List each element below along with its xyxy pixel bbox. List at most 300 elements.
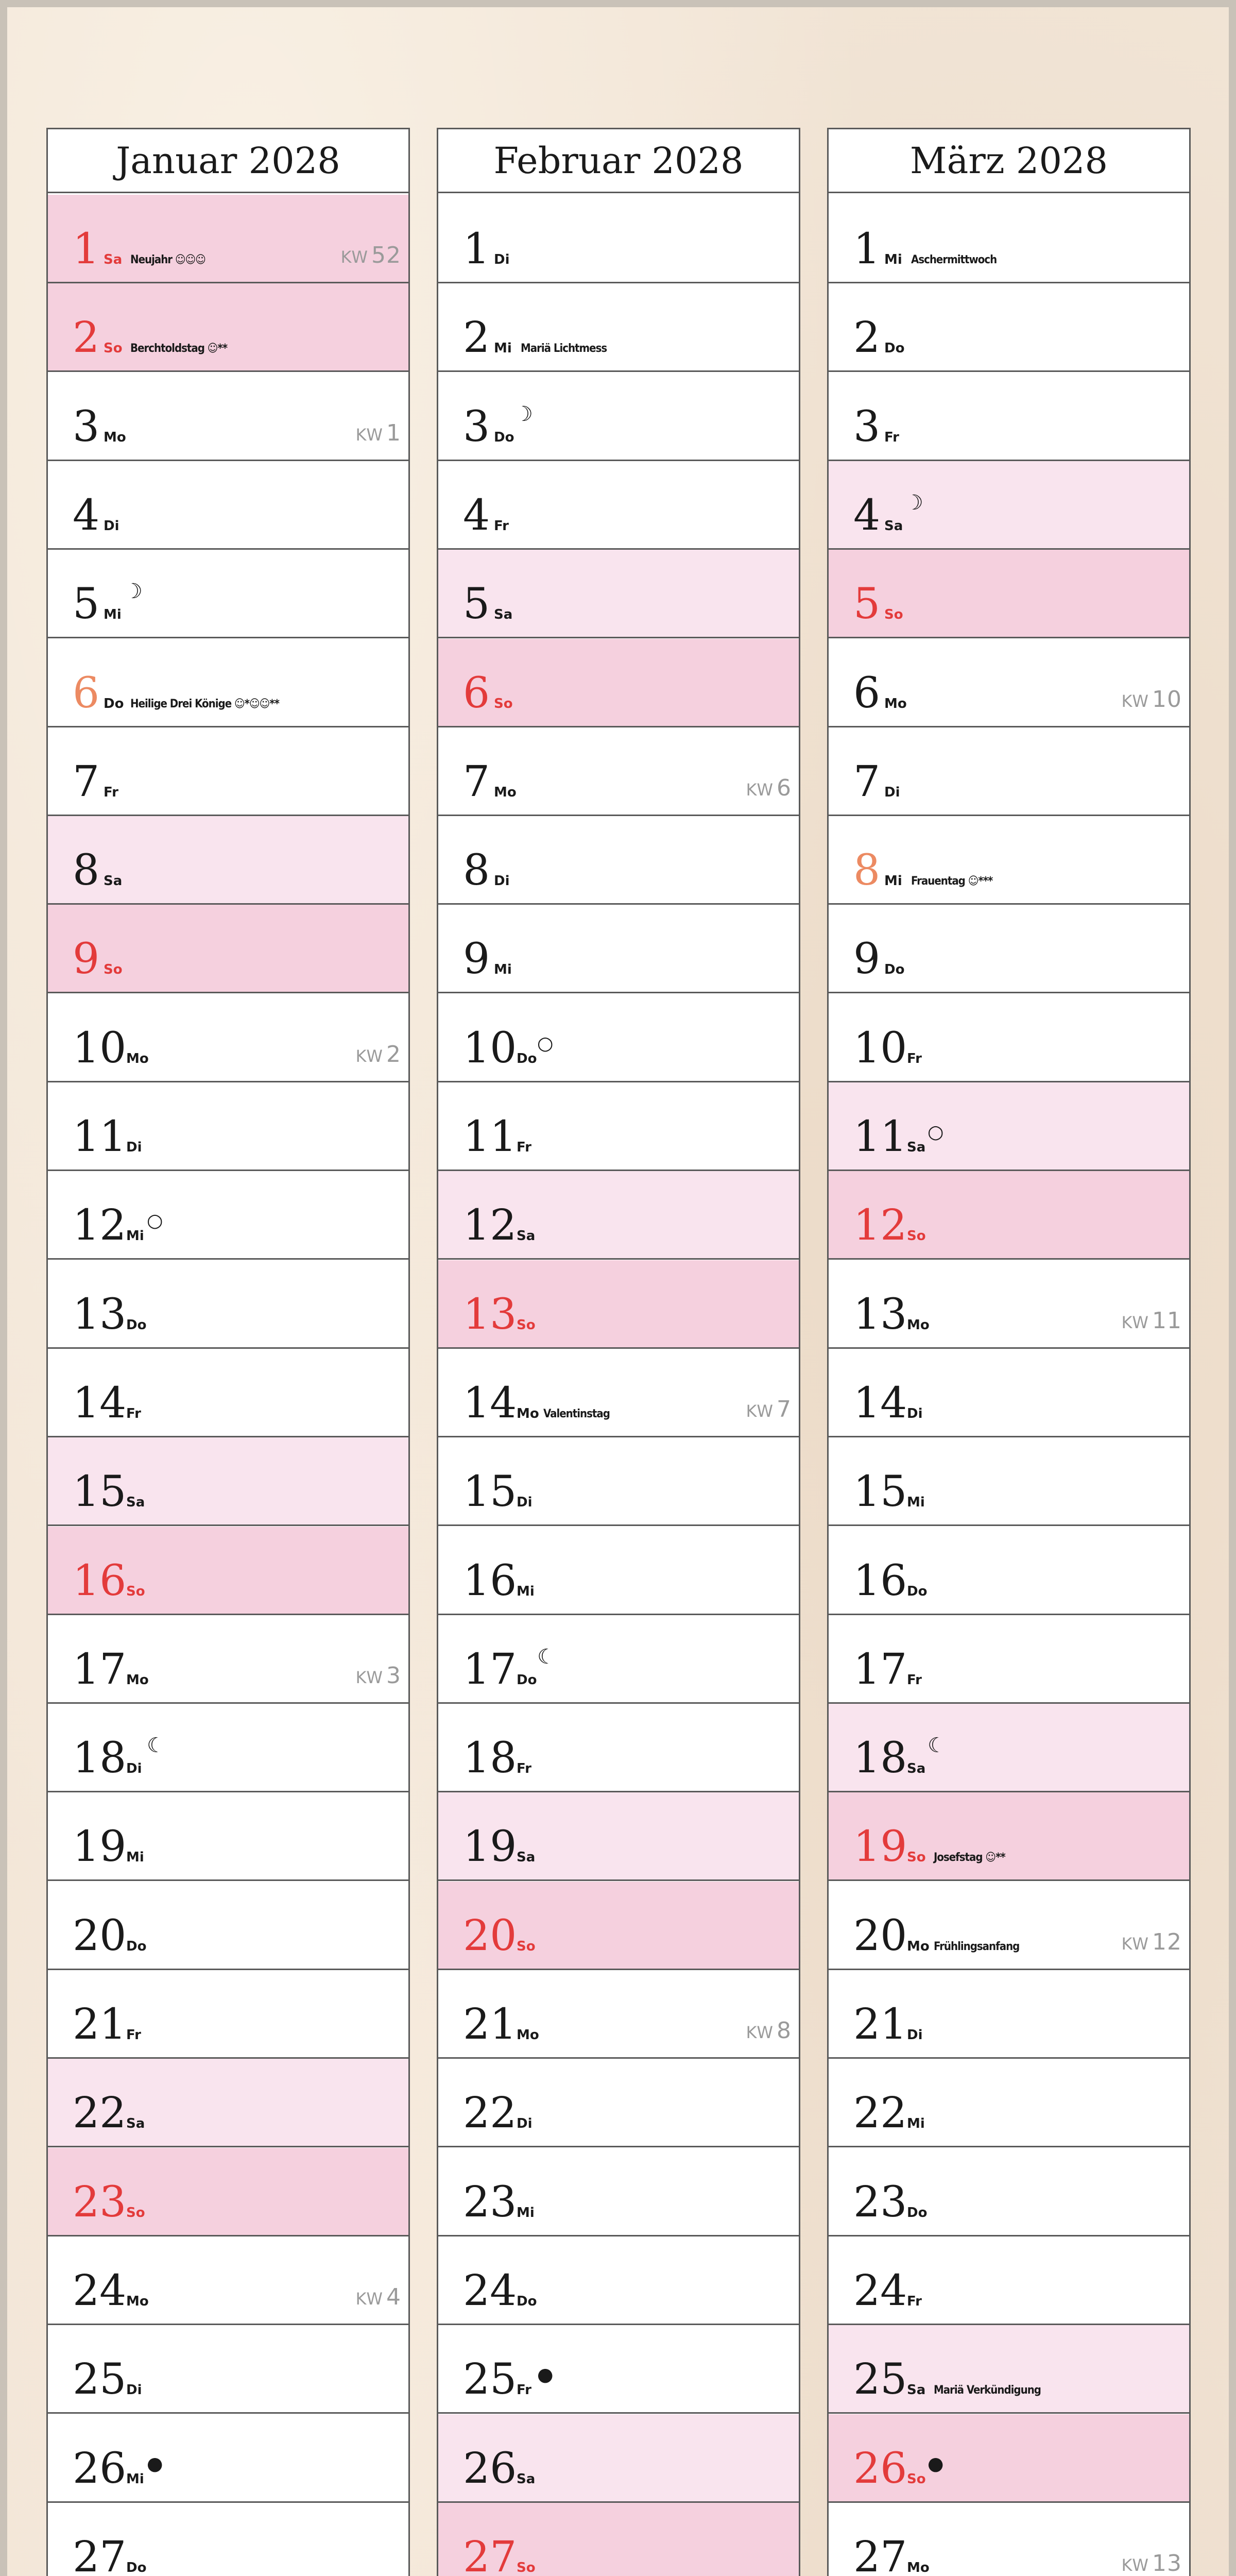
day-row — [48, 1349, 408, 1437]
day-number: 27 — [853, 2532, 907, 2576]
moon-phase-icon: ○ — [537, 1032, 554, 1054]
weekday-label: Do — [494, 429, 514, 445]
day-number: 1 — [853, 225, 881, 274]
moon-phase-icon: ○ — [928, 1122, 944, 1143]
day-row — [829, 283, 1189, 372]
weekday-label: Do — [907, 1583, 928, 1599]
weekday-label: Mo — [907, 1938, 930, 1954]
day-number: 2 — [73, 313, 100, 363]
day-number: 5 — [463, 580, 490, 629]
day-number: 13 — [73, 1290, 127, 1339]
week-prefix: KW — [1121, 691, 1149, 711]
weekday-label: So — [126, 2205, 145, 2221]
day-row — [829, 1615, 1189, 1704]
day-row — [438, 2503, 799, 2576]
week-prefix: KW — [355, 2289, 383, 2309]
weekday-label: Di — [126, 1140, 142, 1155]
weekday-label: Do — [126, 2560, 147, 2575]
day-number: 14 — [853, 1378, 907, 1428]
week-value: 13 — [1152, 2550, 1182, 2576]
weekday-label: Fr — [126, 1405, 141, 1421]
day-row — [48, 1615, 408, 1704]
weekday-label: Mi — [884, 873, 902, 889]
month-february — [437, 128, 800, 2576]
day-row — [438, 1260, 799, 1349]
day-row — [438, 195, 799, 283]
day-row — [48, 905, 408, 993]
week-prefix: KW — [746, 1401, 774, 1421]
day-number: 13 — [463, 1290, 517, 1339]
moon-phase-icon: ☽ — [124, 580, 143, 604]
day-number: 3 — [73, 402, 100, 451]
day-number: 10 — [853, 1023, 907, 1073]
month-january — [46, 128, 410, 2576]
holiday-label: Neujahr ☺☺☺ — [130, 253, 205, 266]
weekday-label: Sa — [494, 607, 513, 623]
day-number: 8 — [853, 846, 881, 895]
day-row — [829, 2148, 1189, 2236]
weekday-label: Mo — [907, 1317, 930, 1333]
day-number: 2 — [853, 313, 881, 363]
day-number: 5 — [73, 580, 100, 629]
weekday-label: Fr — [517, 1140, 531, 1155]
day-row — [48, 1171, 408, 1260]
day-row — [438, 1437, 799, 1526]
day-number: 17 — [463, 1645, 517, 1694]
day-number: 20 — [73, 1911, 127, 1960]
weekday-label: Di — [126, 1761, 142, 1777]
day-row — [438, 1615, 799, 1704]
weekday-label: Fr — [517, 1761, 531, 1777]
weekday-label: Mi — [884, 252, 902, 267]
day-row — [829, 1260, 1189, 1349]
week-number — [746, 775, 792, 801]
day-number: 4 — [463, 490, 490, 540]
day-number: 7 — [73, 757, 100, 806]
month-march — [827, 128, 1191, 2576]
day-row — [48, 994, 408, 1082]
day-row — [829, 550, 1189, 638]
day-number: 19 — [853, 1822, 907, 1872]
day-number: 21 — [463, 2000, 517, 2049]
day-number: 26 — [73, 2444, 127, 2493]
day-number: 14 — [463, 1378, 517, 1428]
day-row — [829, 994, 1189, 1082]
day-number: 24 — [73, 2266, 127, 2315]
day-number: 22 — [463, 2089, 517, 2138]
week-prefix: KW — [1121, 1312, 1149, 1332]
weekday-label: So — [494, 696, 513, 711]
weekday-label: Sa — [907, 2382, 926, 2398]
day-number: 2 — [463, 313, 490, 363]
weekday-label: Fr — [126, 2027, 141, 2043]
day-row — [438, 2059, 799, 2147]
weekday-label: Sa — [517, 1850, 536, 1866]
day-row — [438, 283, 799, 372]
day-number: 17 — [73, 1645, 127, 1694]
day-row — [829, 816, 1189, 905]
day-number: 11 — [73, 1112, 127, 1161]
day-row — [48, 2148, 408, 2236]
day-row — [48, 550, 408, 638]
weekday-label: Mo — [126, 1672, 149, 1688]
day-number: 25 — [463, 2355, 517, 2404]
weekday-label: Mo — [907, 2560, 930, 2575]
week-number — [356, 1663, 401, 1689]
weekday-label: Di — [884, 784, 900, 800]
day-number: 15 — [853, 1467, 907, 1517]
day-row — [438, 461, 799, 550]
day-number: 12 — [463, 1201, 517, 1250]
day-row — [48, 1970, 408, 2059]
holiday-label: Valentinstag — [543, 1407, 610, 1420]
moon-phase-icon: ● — [928, 2453, 944, 2475]
day-number: 8 — [463, 846, 490, 895]
weekday-label: Sa — [517, 1228, 536, 1244]
day-row — [438, 1349, 799, 1437]
weekday-label: Mo — [126, 1050, 149, 1066]
holiday-label: Josefstag ☺** — [934, 1851, 1005, 1865]
day-row — [438, 1171, 799, 1260]
weekday-label: So — [907, 1228, 926, 1244]
day-number: 6 — [73, 668, 100, 718]
day-number: 26 — [463, 2444, 517, 2493]
day-number: 25 — [853, 2355, 907, 2404]
calendar — [46, 128, 1191, 2576]
day-row — [829, 1171, 1189, 1260]
day-row — [829, 2414, 1189, 2503]
day-row — [438, 2325, 799, 2414]
weekday-label: Di — [126, 2382, 142, 2398]
moon-phase-icon: ☾ — [147, 1734, 165, 1758]
day-row — [48, 461, 408, 550]
weekday-label: Sa — [126, 1495, 145, 1511]
day-row — [829, 639, 1189, 727]
week-value: 3 — [386, 1662, 401, 1689]
week-number — [1122, 2550, 1182, 2576]
day-row — [48, 1792, 408, 1881]
day-row — [829, 461, 1189, 550]
day-number: 10 — [463, 1023, 517, 1073]
moon-phase-icon: ☽ — [514, 402, 533, 426]
day-row — [48, 283, 408, 372]
day-row — [829, 2325, 1189, 2414]
day-number: 26 — [853, 2444, 907, 2493]
day-row — [438, 1792, 799, 1881]
weekday-label: Do — [104, 696, 124, 711]
weekday-label: So — [104, 341, 123, 357]
day-row — [48, 1704, 408, 1792]
weekday-label: Mo — [494, 784, 517, 800]
weekday-label: Mi — [494, 341, 512, 357]
day-row — [829, 1970, 1189, 2059]
day-number: 21 — [853, 2000, 907, 2049]
holiday-label: Heilige Drei Könige ☺*☺☺** — [130, 697, 279, 710]
weekday-label: Mi — [517, 2205, 535, 2221]
day-row — [48, 1082, 408, 1171]
weekday-label: Di — [104, 518, 119, 534]
weekday-label: Di — [907, 2027, 923, 2043]
weekday-label: Fr — [907, 1672, 922, 1688]
week-value: 52 — [371, 242, 401, 268]
day-number: 8 — [73, 846, 100, 895]
day-number: 9 — [463, 935, 490, 984]
day-number: 12 — [853, 1201, 907, 1250]
holiday-label: Mariä Lichtmess — [521, 342, 607, 355]
day-row — [438, 639, 799, 727]
day-row — [438, 2148, 799, 2236]
week-value: 1 — [386, 419, 401, 446]
weekday-label: Do — [517, 2293, 537, 2309]
day-number: 16 — [853, 1556, 907, 1605]
day-row — [438, 905, 799, 993]
week-prefix: KW — [355, 1667, 383, 1687]
day-number: 9 — [853, 935, 881, 984]
weekday-label: Mi — [126, 1228, 144, 1244]
day-number: 4 — [73, 490, 100, 540]
week-number — [356, 1041, 401, 1067]
day-row — [438, 1082, 799, 1171]
day-row — [48, 195, 408, 283]
holiday-label: Frühlingsanfang — [934, 1940, 1020, 1953]
month-title: März 2028 — [829, 129, 1189, 193]
weekday-label: So — [884, 607, 903, 623]
moon-phase-icon: ☾ — [928, 1734, 946, 1758]
weekday-label: Di — [907, 1405, 923, 1421]
day-number: 15 — [73, 1467, 127, 1517]
day-number: 23 — [853, 2177, 907, 2227]
weekday-label: So — [517, 2560, 536, 2575]
day-number: 6 — [853, 668, 881, 718]
day-row — [48, 2414, 408, 2503]
holiday-label: Aschermittwoch — [911, 253, 997, 266]
weekday-label: Fr — [517, 2382, 531, 2398]
day-row — [48, 372, 408, 461]
day-number: 7 — [463, 757, 490, 806]
day-number: 11 — [853, 1112, 907, 1161]
day-number: 4 — [853, 490, 881, 540]
day-number: 6 — [463, 668, 490, 718]
weekday-label: So — [517, 1317, 536, 1333]
day-row — [48, 1260, 408, 1349]
day-number: 3 — [853, 402, 881, 451]
moon-phase-icon: ☽ — [905, 490, 923, 515]
weekday-label: Di — [494, 873, 510, 889]
week-value: 6 — [777, 774, 792, 801]
day-number: 9 — [73, 935, 100, 984]
week-number — [341, 242, 401, 268]
day-row — [438, 1527, 799, 1615]
weekday-label: Do — [907, 2205, 928, 2221]
week-value: 8 — [777, 2018, 792, 2044]
week-number — [1122, 686, 1182, 713]
weekday-label: Sa — [104, 873, 123, 889]
month-title: Januar 2028 — [48, 129, 408, 193]
holiday-label: Mariä Verkündigung — [934, 2384, 1041, 2397]
weekday-label: So — [517, 1938, 536, 1954]
weekday-label: Sa — [884, 518, 903, 534]
weekday-label: So — [907, 2471, 926, 2487]
moon-phase-icon: ● — [537, 2364, 554, 2386]
weekday-label: Do — [126, 1938, 147, 1954]
day-row — [438, 550, 799, 638]
weekday-label: Fr — [907, 2293, 922, 2309]
day-row — [829, 2059, 1189, 2147]
weekday-label: Mo — [517, 1405, 539, 1421]
day-row — [829, 905, 1189, 993]
day-row — [438, 1970, 799, 2059]
day-number: 24 — [853, 2266, 907, 2315]
moon-phase-icon: ● — [147, 2453, 163, 2475]
day-number: 19 — [463, 1822, 517, 1872]
week-value: 11 — [1152, 1307, 1182, 1334]
week-value: 2 — [386, 1041, 401, 1067]
weekday-label: Mo — [884, 696, 907, 711]
week-number — [746, 1396, 792, 1422]
weekday-label: Di — [517, 1495, 533, 1511]
day-number: 23 — [463, 2177, 517, 2227]
day-row — [438, 727, 799, 816]
day-row — [829, 1882, 1189, 1970]
weekday-label: Mo — [517, 2027, 539, 2043]
holiday-label: Frauentag ☺*** — [911, 875, 993, 888]
day-row — [438, 1882, 799, 1970]
day-row — [48, 1527, 408, 1615]
day-number: 23 — [73, 2177, 127, 2227]
day-number: 16 — [463, 1556, 517, 1605]
day-number: 27 — [463, 2532, 517, 2576]
weekday-label: Mi — [126, 1850, 144, 1866]
weekday-label: Mi — [494, 962, 512, 978]
week-number — [356, 2284, 401, 2310]
day-row — [48, 816, 408, 905]
weekday-label: Di — [517, 2116, 533, 2132]
day-number: 22 — [853, 2089, 907, 2138]
day-number: 21 — [73, 2000, 127, 2049]
week-value: 4 — [386, 2283, 401, 2310]
day-number: 17 — [853, 1645, 907, 1694]
week-prefix: KW — [355, 425, 383, 445]
holiday-label: Berchtoldstag ☺** — [130, 342, 228, 355]
weekday-label: So — [907, 1850, 926, 1866]
weekday-label: Fr — [884, 429, 899, 445]
day-row — [829, 2503, 1189, 2576]
day-row — [438, 372, 799, 461]
day-number: 1 — [73, 225, 100, 274]
week-prefix: KW — [355, 1046, 383, 1066]
day-number: 27 — [73, 2532, 127, 2576]
weekday-label: Fr — [907, 1050, 922, 1066]
day-row — [438, 2236, 799, 2325]
weekday-label: Do — [517, 1050, 537, 1066]
weekday-label: Mo — [104, 429, 126, 445]
week-value: 7 — [777, 1396, 792, 1422]
moon-phase-icon: ○ — [147, 1210, 163, 1232]
day-number: 18 — [853, 1734, 907, 1783]
day-row — [829, 195, 1189, 283]
day-row — [829, 727, 1189, 816]
weekday-label: So — [126, 1583, 145, 1599]
day-number: 15 — [463, 1467, 517, 1517]
day-number: 20 — [463, 1911, 517, 1960]
day-row — [48, 2236, 408, 2325]
day-row — [48, 2325, 408, 2414]
week-prefix: KW — [746, 2023, 774, 2042]
day-number: 20 — [853, 1911, 907, 1960]
day-row — [48, 727, 408, 816]
day-row — [48, 2503, 408, 2576]
day-row — [48, 1882, 408, 1970]
weekday-label: Do — [126, 1317, 147, 1333]
day-number: 16 — [73, 1556, 127, 1605]
week-prefix: KW — [1121, 1934, 1149, 1954]
weekday-label: Sa — [104, 252, 123, 267]
week-value: 12 — [1152, 1928, 1182, 1955]
weekday-label: Fr — [494, 518, 509, 534]
day-number: 1 — [463, 225, 490, 274]
week-prefix: KW — [746, 779, 774, 800]
week-number — [356, 420, 401, 446]
day-number: 18 — [73, 1734, 127, 1783]
weekday-label: Fr — [104, 784, 118, 800]
weekday-label: Di — [494, 252, 510, 267]
week-prefix: KW — [1121, 2555, 1149, 2575]
week-prefix: KW — [340, 247, 368, 267]
day-number: 11 — [463, 1112, 517, 1161]
day-number: 3 — [463, 402, 490, 451]
weekday-label: So — [104, 962, 123, 978]
day-number: 19 — [73, 1822, 127, 1872]
day-row — [829, 1792, 1189, 1881]
month-title: Februar 2028 — [438, 129, 799, 193]
weekday-label: Mo — [126, 2293, 149, 2309]
day-row — [438, 2414, 799, 2503]
day-row — [829, 1527, 1189, 1615]
day-number: 12 — [73, 1201, 127, 1250]
day-row — [48, 1437, 408, 1526]
day-row — [829, 1704, 1189, 1792]
weekday-label: Do — [884, 341, 905, 357]
day-number: 24 — [463, 2266, 517, 2315]
day-number: 10 — [73, 1023, 127, 1073]
day-row — [48, 2059, 408, 2147]
day-row — [48, 639, 408, 727]
week-number — [1122, 1929, 1182, 1955]
day-row — [829, 372, 1189, 461]
weekday-label: Do — [884, 962, 905, 978]
weekday-label: Sa — [907, 1140, 926, 1155]
weekday-label: Sa — [517, 2471, 536, 2487]
moon-phase-icon: ☾ — [537, 1645, 556, 1669]
day-number: 5 — [853, 580, 881, 629]
weekday-label: Mi — [104, 607, 122, 623]
day-number: 14 — [73, 1378, 127, 1428]
day-number: 25 — [73, 2355, 127, 2404]
day-row — [438, 994, 799, 1082]
weekday-label: Sa — [907, 1761, 926, 1777]
weekday-label: Sa — [126, 2116, 145, 2132]
weekday-label: Mi — [517, 1583, 535, 1599]
week-number — [1122, 1308, 1182, 1334]
day-number: 7 — [853, 757, 881, 806]
weekday-label: Mi — [907, 1495, 925, 1511]
day-number: 22 — [73, 2089, 127, 2138]
day-row — [829, 1082, 1189, 1171]
day-row — [438, 816, 799, 905]
weekday-label: Mi — [126, 2471, 144, 2487]
week-number — [746, 2018, 792, 2044]
weekday-label: Mi — [907, 2116, 925, 2132]
